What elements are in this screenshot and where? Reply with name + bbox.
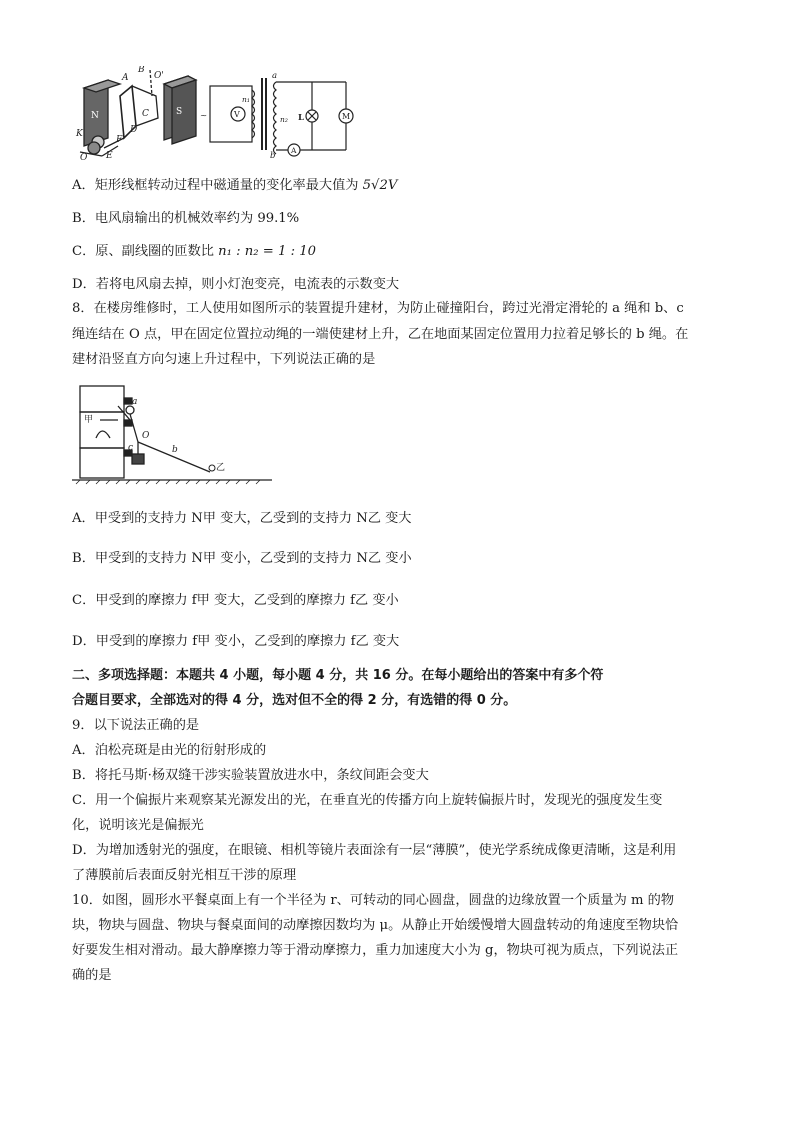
- q10-stem-line-3: 好要发生相对滑动。最大静摩擦力等于滑动摩擦力，重力加速度大小为 g，物块可视为质点，下列说法正: [72, 943, 679, 958]
- q7-option-a-text: A．矩形线框转动过程中磁通量的变化率最大值为: [72, 178, 359, 193]
- generator-circuit-figure: [72, 66, 362, 166]
- label-jia: 甲: [84, 415, 94, 425]
- q7-option-d: D．若将电风扇去掉，则小灯泡变亮，电流表的示数变大: [72, 277, 400, 292]
- q8-option-b: B．甲受到的支持力 N甲 变小，乙受到的支持力 N乙 变小: [72, 551, 412, 566]
- q9-option-b: B．将托马斯·杨双缝干涉实验装置放进水中，条纹间距会变大: [72, 768, 429, 783]
- q7-option-a: [72, 177, 397, 195]
- label-n1: n₁: [242, 95, 250, 104]
- ammeter-label: A: [291, 146, 297, 155]
- q9-option-c-line-1: C．用一个偏振片来观察某光源发出的光，在垂直光的传播方向上旋转偏振片时，发现光的强度发生变: [72, 793, 663, 808]
- ac-source-label: ~: [200, 111, 208, 121]
- label-n2: n₂: [280, 115, 288, 124]
- lamp-label: L: [298, 113, 304, 123]
- q7-option-c: [72, 243, 316, 261]
- q8-option-d: D．甲受到的摩擦力 f甲 变小，乙受到的摩擦力 f乙 变大: [72, 634, 400, 649]
- label-S: S: [176, 107, 183, 117]
- label-E: E: [106, 151, 113, 161]
- q9-option-d-line-2: 了薄膜前后表面反射光相互干涉的原理: [72, 868, 297, 883]
- label-B: B: [138, 66, 145, 75]
- label-O: O: [80, 153, 88, 163]
- label-rope-a: a: [132, 397, 138, 407]
- label-yi: 乙: [216, 463, 226, 473]
- section-2-heading-line-1: 二、多项选择题：本题共 4 小题，每小题 4 分，共 16 分。在每小题给出的答案中有多个符: [72, 668, 604, 683]
- q8-stem-line-2: 绳连结在 O 点，甲在固定位置拉动绳的一端使建材上升，乙在地面某固定位置用力拉着足够长的 b 绳。在: [72, 327, 689, 342]
- q9-option-d-line-1: D．为增加透射光的强度，在眼镜、相机等镜片表面涂有一层“薄膜”，使光学系统成像更清晰，这是利用: [72, 843, 677, 858]
- label-rope-b: b: [172, 445, 178, 455]
- q8-option-a: A．甲受到的支持力 N甲 变大，乙受到的支持力 N乙 变大: [72, 511, 412, 526]
- q8-stem-line-1: 8．在楼房维修时，工人使用如图所示的装置提升建材，为防止碰撞阳台，跨过光滑定滑轮的 a 绳和 b、c: [72, 301, 684, 316]
- label-point-O: O: [142, 431, 150, 441]
- q9-option-a: A．泊松亮斑是由光的衍射形成的: [72, 743, 267, 758]
- q10-stem-line-1: 10．如图，圆形水平餐桌面上有一个半径为 r、可转动的同心圆盘，圆盘的边缘放置一个质量为 m 的物: [72, 893, 675, 908]
- q7-option-a-value: 5√2V: [362, 178, 398, 193]
- q9-option-c-line-2: 化，说明该光是偏振光: [72, 818, 204, 833]
- label-C: C: [142, 109, 149, 119]
- label-D: D: [130, 125, 138, 135]
- q7-option-b: B．电风扇输出的机械效率约为 99.1%: [72, 211, 300, 226]
- label-O-prime: O': [154, 71, 164, 81]
- label-F: F: [116, 135, 123, 145]
- label-A: A: [122, 73, 129, 83]
- q7-option-c-text: C．原、副线圈的匝数比: [72, 244, 214, 259]
- label-b: b: [270, 151, 276, 161]
- motor-label: M: [342, 112, 351, 121]
- q10-stem-line-4: 确的是: [72, 968, 112, 983]
- label-a: a: [272, 71, 278, 81]
- q7-option-c-value: n₁ : n₂ = 1 : 10: [218, 244, 316, 259]
- q9-stem: 9．以下说法正确的是: [72, 718, 200, 733]
- q8-option-c: C．甲受到的摩擦力 f甲 变大，乙受到的摩擦力 f乙 变小: [72, 593, 399, 608]
- label-rope-c: c: [128, 443, 134, 453]
- section-2-heading-line-2: 合题目要求，全部选对的得 4 分，选对但不全的得 2 分，有选错的得 0 分。: [72, 693, 517, 708]
- q10-stem-line-2: 块，物块与圆盘、物块与餐桌面间的动摩擦因数均为 μ。从静止开始缓慢增大圆盘转动的角速度至物块恰: [72, 918, 679, 933]
- q8-stem-line-3: 建材沿竖直方向匀速上升过程中，下列说法正确的是: [72, 352, 376, 367]
- label-K: K: [76, 129, 83, 139]
- voltmeter-label: V: [234, 110, 240, 119]
- building-pulley-figure: [72, 380, 272, 486]
- label-N: N: [91, 111, 99, 121]
